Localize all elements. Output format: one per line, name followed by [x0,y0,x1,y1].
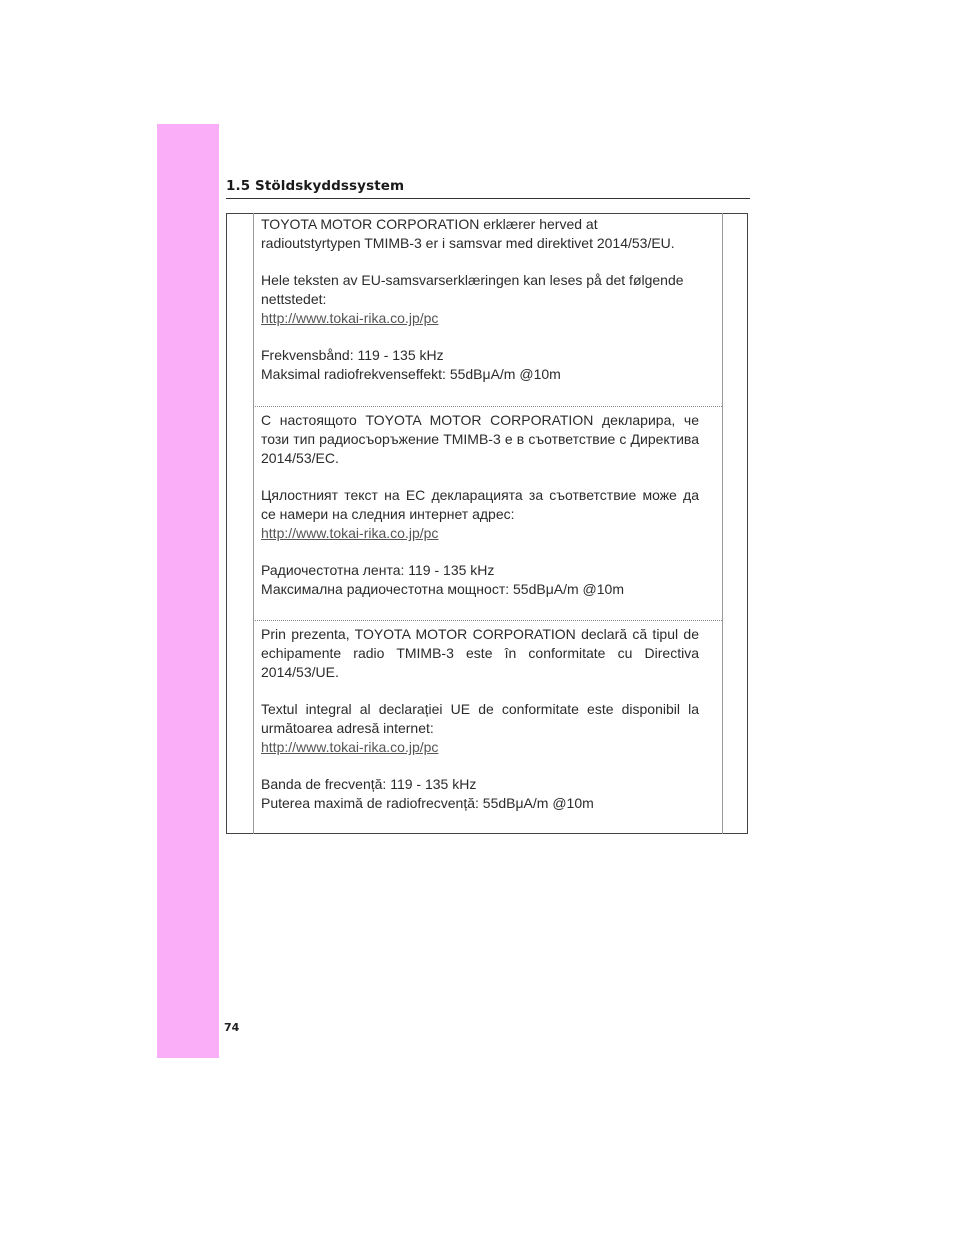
declaration-statement: TOYOTA MOTOR CORPORATION erklærer herved at radioutstyrtypen TMIMB-3 er i samsvar med direktivet 2014/53/EU. [261,216,675,251]
frequency-band: Frekvensbånd: 119 - 135 kHz [261,347,444,363]
declaration-block-bulgarian [261,411,699,599]
header-rule [226,198,750,199]
max-power: Максимална радиочестотна мощност: 55dBμA/m @10m [261,581,624,597]
page-number: 74 [224,1021,240,1034]
declaration-fulltext-note: Hele teksten av EU-samsvarserklæringen kan leses på det følgende nettstedet: [261,272,684,307]
max-power: Maksimal radiofrekvenseffekt: 55dBμA/m @10m [261,366,561,382]
max-power: Puterea maximă de radiofrecvență: 55dBμA/m @10m [261,795,594,811]
declaration-fulltext-note: Цялостният текст на ЕС декларацията за съответствие може да се намери на следния интернет адрес: [261,487,699,522]
declaration-link[interactable]: http://www.tokai-rika.co.jp/pc [261,525,439,541]
declaration-statement: С настоящото TOYOTA MOTOR CORPORATION декларира, че този тип радиосъоръжение TMIMB-3 е в съответствие с Директива 2014/53/ЕС. [261,412,699,466]
declaration-block-romanian [261,625,699,813]
frequency-band: Радиочестотна лента: 119 - 135 kHz [261,562,495,578]
declaration-fulltext-note: Textul integral al declarației UE de conformitate este disponibil la următoarea adresă internet: [261,701,699,736]
frame-inner-right-rule [722,213,723,834]
declaration-link[interactable]: http://www.tokai-rika.co.jp/pc [261,739,439,755]
frequency-band: Banda de frecvență: 119 - 135 kHz [261,776,477,792]
declaration-statement: Prin prezenta, TOYOTA MOTOR CORPORATION declară că tipul de echipamente radio TMIMB-3 este în conformitate cu Directiva 2014/53/UE. [261,626,699,680]
declaration-link[interactable]: http://www.tokai-rika.co.jp/pc [261,310,439,326]
block-divider [253,406,722,407]
declaration-block-norwegian [261,215,699,384]
side-tab [157,124,219,1058]
frame-inner-left-rule [253,213,254,834]
block-divider [253,620,722,621]
section-header: 1.5 Stöldskyddssystem [226,178,405,194]
